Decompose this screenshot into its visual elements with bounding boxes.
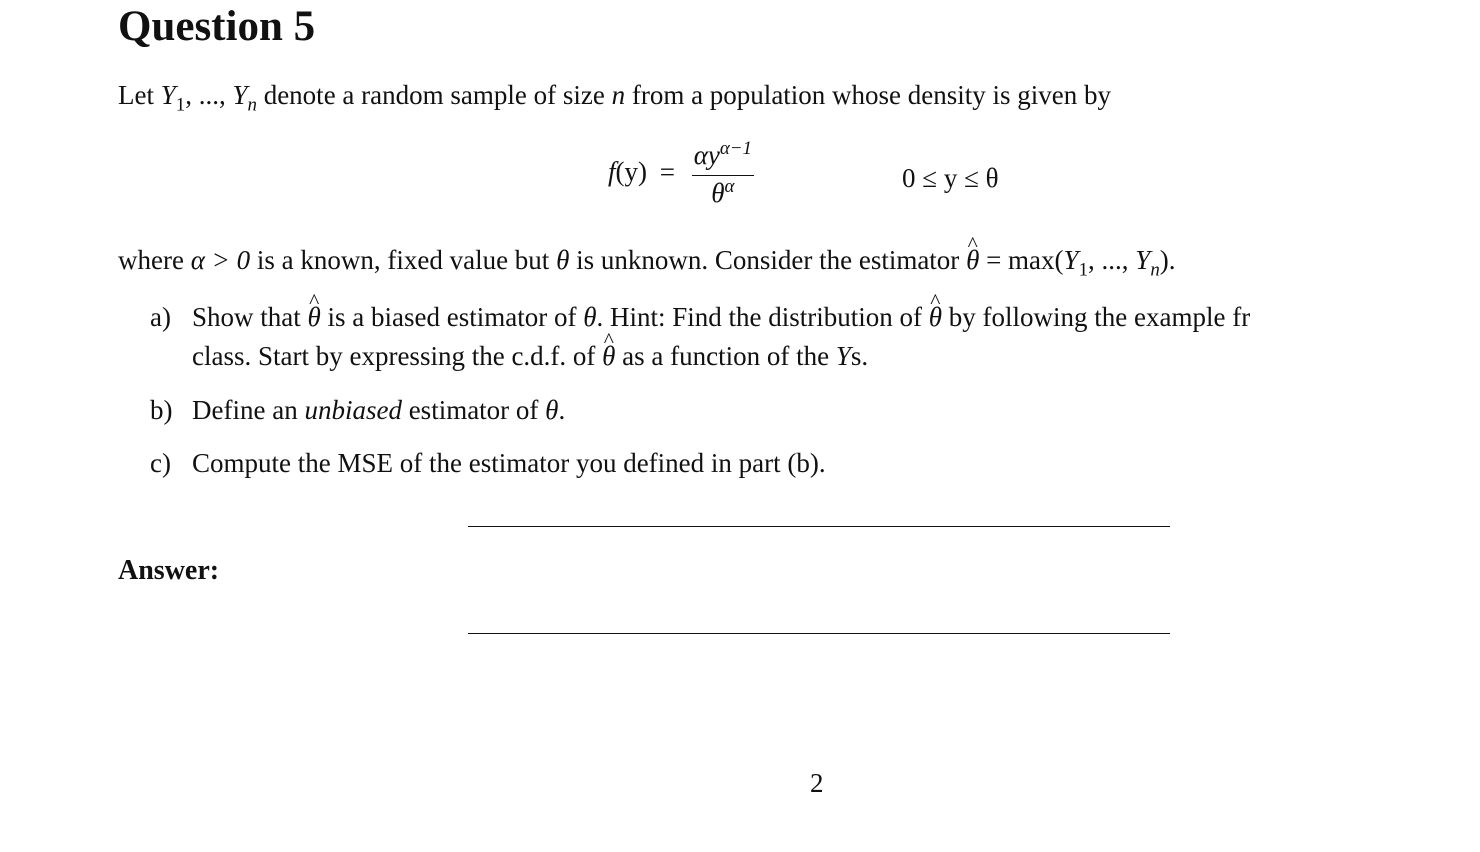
density-formula xyxy=(608,140,758,209)
where-close: ). xyxy=(1159,245,1176,275)
part-b-text-1: Define an xyxy=(192,395,305,425)
part-a-text-4: by following the example fr xyxy=(942,302,1251,332)
page-number: 2 xyxy=(810,768,824,798)
part-a-text-5: class. Start by expressing the c.d.f. of xyxy=(192,341,603,371)
part-b-text xyxy=(192,395,565,426)
part-a-Y: Y xyxy=(835,341,851,371)
part-a-theta: θ xyxy=(583,302,597,332)
where-paragraph xyxy=(118,245,1176,281)
density-equals: = xyxy=(659,156,675,187)
density-fraction xyxy=(692,140,754,209)
part-c-text: Compute the MSE of the estimator you defined in part (b). xyxy=(192,448,826,478)
where-text-2: is a known, fixed value but xyxy=(250,245,557,275)
intro-mid: denote a random sample of size xyxy=(256,80,612,110)
part-a-theta-hat-2: ^ θ xyxy=(929,302,942,333)
part-a-theta-hat-3: ^ θ xyxy=(602,341,615,372)
where-text-1: where xyxy=(118,245,191,275)
part-a-text-7: s. xyxy=(850,341,869,371)
intro-y1: Y xyxy=(160,80,176,110)
intro-sub1: 1 xyxy=(175,94,186,116)
part-b-text-2: estimator of xyxy=(401,395,546,425)
where-subn: n xyxy=(1150,259,1160,281)
answer-top-rule xyxy=(468,526,1170,527)
where-text-3: is unknown. Consider the estimator xyxy=(569,245,967,275)
where-theta: θ xyxy=(556,245,570,275)
density-lhs-arg: (y) xyxy=(615,156,647,187)
part-b-label: b) xyxy=(150,395,173,425)
part-b-emphasis: unbiased xyxy=(304,395,402,425)
intro-ellipsis: , ..., xyxy=(185,80,233,110)
part-a-label: a) xyxy=(150,302,171,332)
where-theta-hat: ^ θ xyxy=(966,245,979,276)
part-b-theta: θ xyxy=(545,395,559,425)
intro-let: Let xyxy=(118,80,154,110)
question-title: Question 5 xyxy=(118,3,316,50)
where-sub1: 1 xyxy=(1078,259,1089,281)
density-lhs: f xyxy=(608,156,616,187)
where-yn: Y xyxy=(1135,245,1151,275)
part-c-label: c) xyxy=(150,448,171,478)
part-a-text-2: is a biased estimator of xyxy=(320,302,584,332)
density-den-exponent: α xyxy=(724,176,735,197)
where-y1: Y xyxy=(1063,245,1079,275)
density-num-exponent: α−1 xyxy=(719,138,752,159)
where-alpha-condition: α > 0 xyxy=(190,245,251,275)
part-a-line1 xyxy=(192,302,1250,333)
density-denominator: θ xyxy=(711,178,725,208)
where-ellipsis: , ..., xyxy=(1088,245,1136,275)
intro-subn: n xyxy=(247,94,257,116)
density-support: 0 ≤ y ≤ θ xyxy=(902,163,999,193)
part-a-theta-hat: ^ θ xyxy=(308,302,321,333)
density-numerator: αy xyxy=(693,140,720,170)
answer-label: Answer: xyxy=(118,555,220,586)
part-a-text-6: as a function of the xyxy=(615,341,836,371)
part-a-text-3: . Hint: Find the distribution of xyxy=(596,302,929,332)
intro-n: n xyxy=(611,80,626,110)
intro-end: from a population whose density is given by xyxy=(625,80,1112,110)
where-eq-max: = max( xyxy=(979,245,1064,275)
intro-paragraph xyxy=(118,80,1112,116)
answer-bottom-rule xyxy=(468,633,1170,634)
part-a-text-1: Show that xyxy=(192,302,308,332)
intro-yn: Y xyxy=(232,80,248,110)
part-a-line2 xyxy=(192,341,868,372)
part-b-text-3: . xyxy=(558,395,566,425)
